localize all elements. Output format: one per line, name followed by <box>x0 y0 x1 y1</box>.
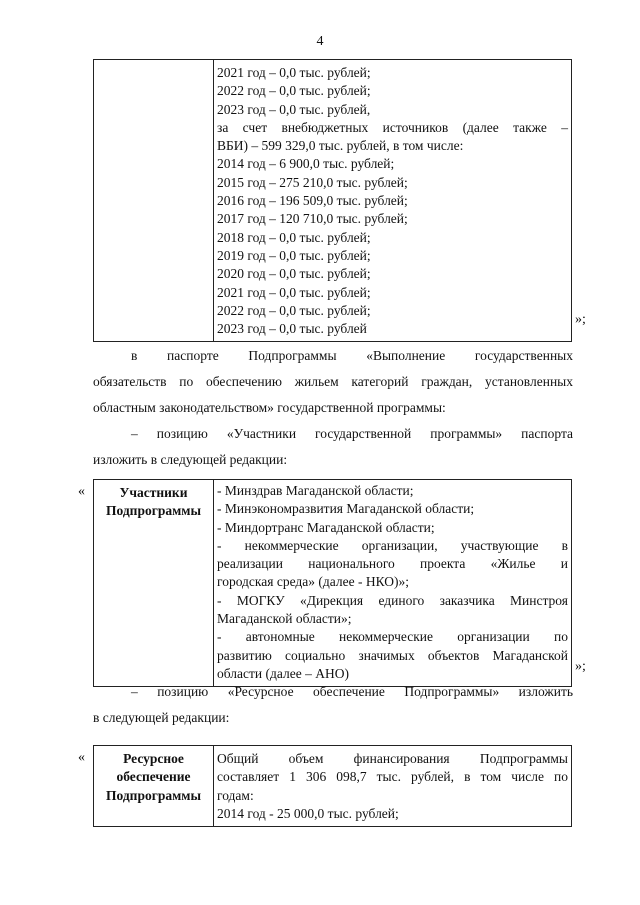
participant-line: - некоммерческие организации, участвующие в <box>217 537 568 553</box>
participant-line: Магаданской области»; <box>217 611 352 627</box>
empty-label-cell <box>94 60 214 342</box>
page-number: 4 <box>316 34 324 49</box>
paragraph-participants <box>93 421 573 473</box>
participant-line: городская среда» (далее - НКО)»; <box>217 574 409 590</box>
funding-line: 2023 год – 0,0 тыс. рублей, <box>217 101 371 117</box>
funding-cell <box>214 60 572 342</box>
funding-line: 2021 год – 0,0 тыс. рублей; <box>217 65 371 80</box>
opening-quote-mark: « <box>78 484 85 499</box>
participants-table <box>93 479 572 687</box>
funding-line: 2016 год – 196 509,0 тыс. рублей; <box>217 193 408 209</box>
funding-line: 2015 год – 275 210,0 тыс. рублей; <box>217 174 408 190</box>
participant-line: развитию социально значимых объектов Магаданской <box>217 647 568 663</box>
paragraph-passport <box>93 343 573 421</box>
funding-line: 2017 год – 120 710,0 тыс. рублей; <box>217 211 408 227</box>
resources-line: Общий объем финансирования Подпрограммы <box>217 751 568 766</box>
resources-header: Ресурсное <box>123 751 184 766</box>
opening-quote-mark: « <box>78 750 85 765</box>
participants-header: Участники <box>119 485 188 500</box>
participants-list-cell <box>214 480 572 687</box>
participant-line: - Минздрав Магаданской области; <box>217 483 414 498</box>
closing-quote-mark: »; <box>575 659 586 674</box>
funding-line: 2019 год – 0,0 тыс. рублей; <box>217 247 371 263</box>
paragraph-line: в следующей редакции: <box>93 710 230 725</box>
participants-header-cell <box>94 480 214 687</box>
funding-line: 2020 год – 0,0 тыс. рублей; <box>217 266 371 282</box>
paragraph-line: – позицию «Участники государственной программы» паспорта <box>131 426 573 441</box>
participant-line: - автономные некоммерческие организации по <box>217 629 568 645</box>
funding-line: 2022 год – 0,0 тыс. рублей; <box>217 83 371 99</box>
participant-line: реализации национального проекта «Жилье и <box>217 556 568 572</box>
funding-line: 2021 год – 0,0 тыс. рублей; <box>217 284 371 300</box>
paragraph-line: изложить в следующей редакции: <box>93 452 288 467</box>
participant-line: области (далее – АНО) <box>217 665 349 681</box>
funding-line: 2022 год – 0,0 тыс. рублей; <box>217 302 371 318</box>
funding-continuation-table <box>93 59 572 342</box>
funding-line: 2014 год – 6 900,0 тыс. рублей; <box>217 156 395 172</box>
participants-header: Подпрограммы <box>105 503 202 519</box>
funding-line: 2018 год – 0,0 тыс. рублей; <box>217 229 371 245</box>
funding-line: ВБИ) – 599 329,0 тыс. рублей, в том числе: <box>217 138 464 154</box>
resources-text-cell <box>214 746 572 827</box>
resources-header: Подпрограммы <box>105 787 202 803</box>
resources-header-cell <box>94 746 214 827</box>
paragraph-line: обязательств по обеспечению жильем категорий граждан, установленных <box>93 374 573 389</box>
funding-line: 2023 год – 0,0 тыс. рублей <box>217 321 367 337</box>
closing-quote-mark: »; <box>575 312 586 327</box>
participant-line: - МОГКУ «Дирекция единого заказчика Минстроя <box>217 592 568 608</box>
paragraph-line: областным законодательством» государственной программы: <box>93 400 446 415</box>
paragraph-line: – позицию «Ресурсное обеспечение Подпрограммы» изложить <box>131 684 573 699</box>
paragraph-line: в паспорте Подпрограммы «Выполнение государственных <box>131 348 573 363</box>
resources-line: 2014 год - 25 000,0 тыс. рублей; <box>217 805 399 821</box>
resources-line: годам: <box>217 787 254 803</box>
participant-line: - Миндортранс Магаданской области; <box>217 519 435 535</box>
funding-line: за счет внебюджетных источников (далее также – <box>217 119 568 135</box>
resources-header: обеспечение <box>116 769 191 785</box>
paragraph-resources <box>93 679 573 731</box>
resources-line: составляет 1 306 098,7 тыс. рублей, в том числе по <box>217 769 568 785</box>
participant-line: - Минэкономразвития Магаданской области; <box>217 501 475 517</box>
resources-table <box>93 745 572 827</box>
